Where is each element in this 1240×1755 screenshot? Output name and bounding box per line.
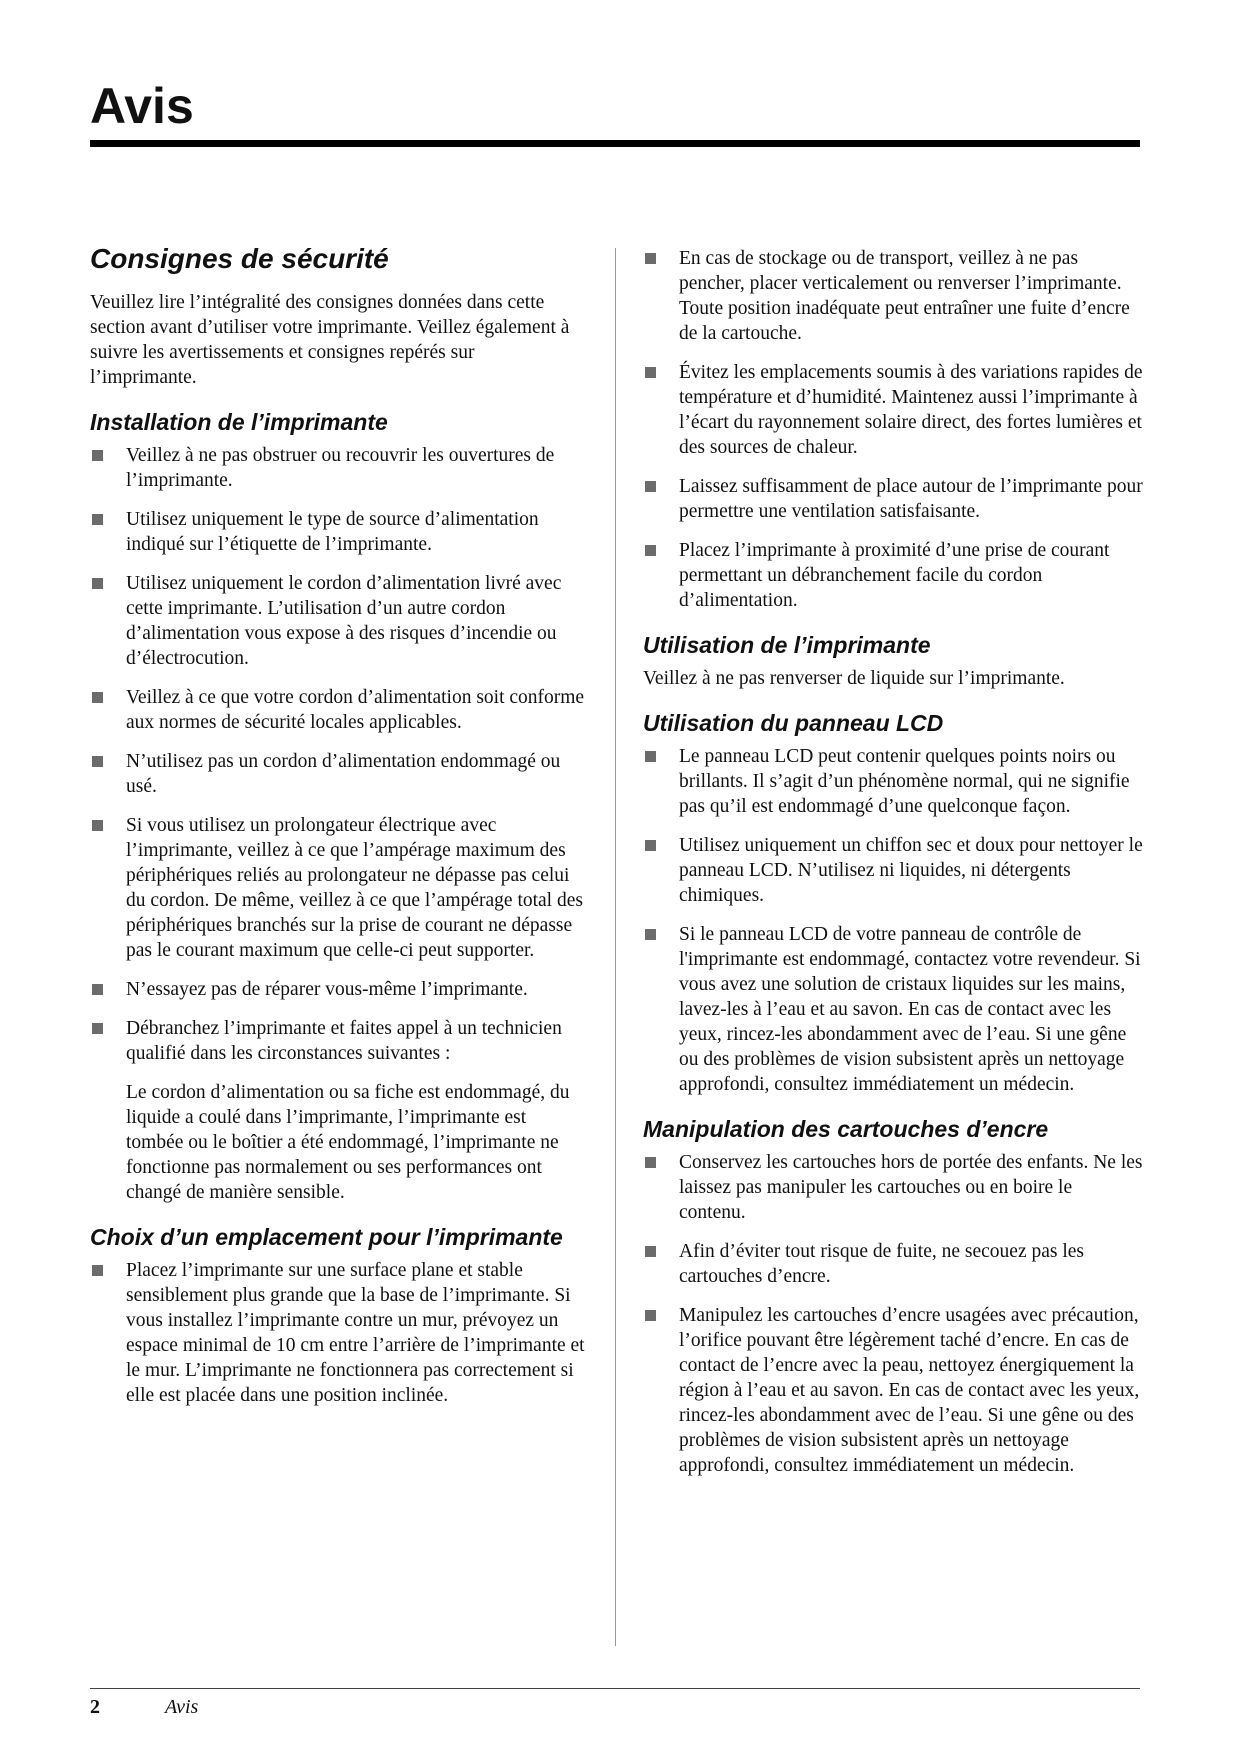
installation-heading: Installation de l’imprimante xyxy=(90,409,388,435)
list-item-continuation: Le cordon d’alimentation ou sa fiche est endommagé, du liquide a coulé dans l’imprimante, l’imprimante est tombée ou le boîtier a été endommagé, l’imprimante ne fonctionne pas normalement ou ses performances ont changé de manière sensible. xyxy=(126,1082,570,1203)
left-column xyxy=(90,242,585,1422)
list-item: Si vous utilisez un prolongateur électrique avec l’imprimante, veillez à ce que l’ampérage maximum des périphériques reliés au prolongateur ne dépasse pas celui du cordon. De même, veillez à ce que l’ampérage total des périphériques branchés sur la prise de courant ne dépasse pas le courant maximum que celle-ci peut supporter. xyxy=(90,813,585,963)
location-list-right xyxy=(643,246,1143,613)
list-item: Évitez les emplacements soumis à des variations rapides de température et d’humidité. Maintenez aussi l’imprimante à l’écart du rayonnement solaire direct, des fortes lumières et des sources de chaleur. xyxy=(643,360,1143,460)
list-item: Afin d’éviter tout risque de fuite, ne secouez pas les cartouches d’encre. xyxy=(643,1239,1143,1289)
list-item-text: Débranchez l’imprimante et faites appel à un technicien qualifié dans les circonstances suivantes : xyxy=(126,1018,562,1064)
lcd-list xyxy=(643,744,1143,1097)
usage-heading: Utilisation de l’imprimante xyxy=(643,632,931,658)
right-column xyxy=(643,246,1143,1492)
column-divider xyxy=(615,248,616,1646)
cartridges-list xyxy=(643,1150,1143,1478)
installation-list xyxy=(90,443,585,1205)
usage-text: Veillez à ne pas renverser de liquide sur l’imprimante. xyxy=(643,668,1065,689)
list-item: Utilisez uniquement le cordon d’alimentation livré avec cette imprimante. L’utilisation d’un autre cordon d’alimentation vous expose à des risques d’incendie ou d’électrocution. xyxy=(90,571,585,671)
list-item xyxy=(90,1016,585,1205)
list-item: Veillez à ne pas obstruer ou recouvrir les ouvertures de l’imprimante. xyxy=(90,443,585,493)
list-item: Conservez les cartouches hors de portée des enfants. Ne les laissez pas manipuler les cartouches ou en boire le contenu. xyxy=(643,1150,1143,1225)
list-item: Utilisez uniquement un chiffon sec et doux pour nettoyer le panneau LCD. N’utilisez ni liquides, ni détergents chimiques. xyxy=(643,833,1143,908)
list-item: En cas de stockage ou de transport, veillez à ne pas pencher, placer verticalement ou renverser l’imprimante. Toute position inadéquate peut entraîner une fuite d’encre de la cartouche. xyxy=(643,246,1143,346)
footer-rule xyxy=(90,1688,1140,1689)
list-item: Si le panneau LCD de votre panneau de contrôle de l'imprimante est endommagé, contactez votre revendeur. Si vous avez une solution de cristaux liquides sur les mains, lavez-les à l’eau et au savon. En cas de contact avec les yeux, rincez-les abondamment avec de l’eau. Si une gêne ou des problèmes de vision subsistent après un nettoyage approfondi, consultez immédiatement un médecin. xyxy=(643,922,1143,1097)
list-item: Le panneau LCD peut contenir quelques points noirs ou brillants. Il s’agit d’un phénomène normal, qui ne signifie pas qu’il est endommagé d’une quelconque façon. xyxy=(643,744,1143,819)
location-list-left xyxy=(90,1258,585,1408)
list-item: Manipulez les cartouches d’encre usagées avec précaution, l’orifice pouvant être légèrement taché d’encre. En cas de contact de l’encre avec la peau, nettoyez énergiquement la région à l’eau et au savon. En cas de contact avec les yeux, rincez-les abondamment avec de l’eau. Si une gêne ou des problèmes de vision subsistent après un nettoyage approfondi, consultez immédiatement un médecin. xyxy=(643,1303,1143,1478)
list-item: Utilisez uniquement le type de source d’alimentation indiqué sur l’étiquette de l’imprimante. xyxy=(90,507,585,557)
location-heading: Choix d’un emplacement pour l’imprimante xyxy=(90,1224,563,1250)
title-rule xyxy=(90,140,1140,147)
list-item: Veillez à ce que votre cordon d’alimentation soit conforme aux normes de sécurité locales applicables. xyxy=(90,685,585,735)
cartridges-heading: Manipulation des cartouches d’encre xyxy=(643,1116,1049,1142)
safety-heading: Consignes de sécurité xyxy=(90,243,389,274)
list-item: Laissez suffisamment de place autour de l’imprimante pour permettre une ventilation satisfaisante. xyxy=(643,474,1143,524)
list-item: N’essayez pas de réparer vous-même l’imprimante. xyxy=(90,977,585,1002)
lcd-heading: Utilisation du panneau LCD xyxy=(643,710,944,736)
list-item: Placez l’imprimante à proximité d’une prise de courant permettant un débranchement facile du cordon d’alimentation. xyxy=(643,538,1143,613)
safety-intro: Veuillez lire l’intégralité des consignes données dans cette section avant d’utiliser votre imprimante. Veillez également à suivre les avertissements et consignes repérés sur l’imprimante. xyxy=(90,292,570,388)
list-item: Placez l’imprimante sur une surface plane et stable sensiblement plus grande que la base de l’imprimante. Si vous installez l’imprimante contre un mur, prévoyez un espace minimal de 10 cm entre l’arrière de l’imprimante et le mur. L’imprimante ne fonctionnera pas correctement si elle est placée dans une position inclinée. xyxy=(90,1258,585,1408)
list-item: N’utilisez pas un cordon d’alimentation endommagé ou usé. xyxy=(90,749,585,799)
page-title: Avis xyxy=(90,78,194,134)
page-number: 2 xyxy=(90,1696,100,1718)
footer-label: Avis xyxy=(165,1696,199,1718)
